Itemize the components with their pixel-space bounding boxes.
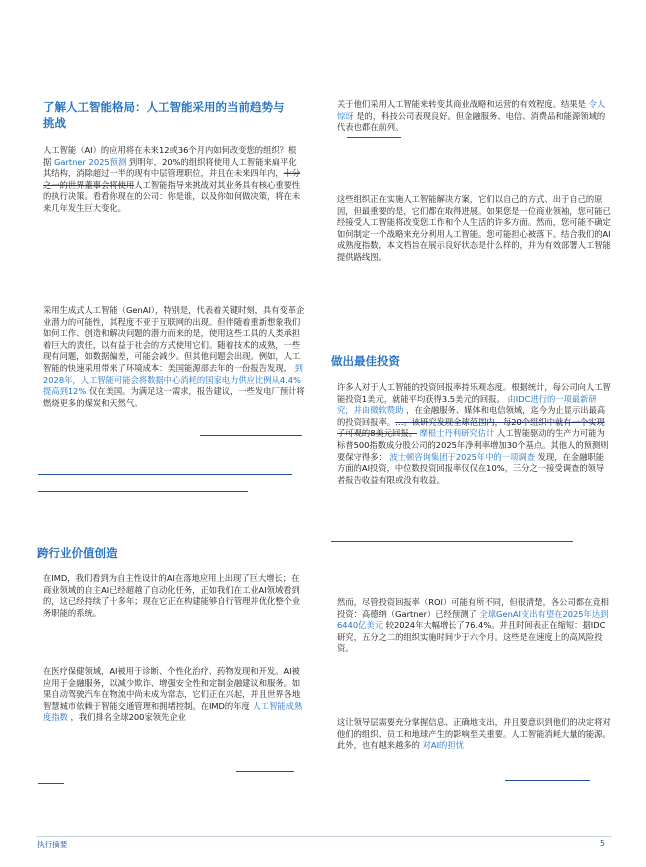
doe-energy-report-link[interactable]: 到2028年，人工智能可能会将数据中心消耗的国家电力供应比例从4.4%提高到12%: [43, 362, 303, 397]
divider-line: [236, 771, 294, 772]
divider-line: [505, 780, 590, 781]
divider-line: [38, 474, 292, 475]
divider-line: [331, 541, 573, 542]
paragraph-leadership-decisions: 这让领导层需要充分掌握信息、正确地支出，并且要意识到他们的决定将对他们的组织、员工和地球产生的影响至关重要。人工智能消耗大量的能源。此外，也有越来越多的 对AI的担忧: [337, 717, 611, 751]
divider-line: [347, 137, 401, 138]
ai-concerns-link[interactable]: 对AI的担忧: [422, 740, 464, 751]
gartner-genai-spend-link[interactable]: 全球GenAI支出有望在2025年达到6440亿美元: [337, 608, 609, 631]
heading-line-2: 挑战: [43, 116, 66, 130]
footer-section-label: 执行摘要: [37, 840, 68, 849]
heading-line-1: 了解人工智能格局：人工智能采用的当前趋势与: [43, 100, 285, 114]
section-heading-value-creation: 跨行业价值创造: [37, 546, 118, 560]
surprising-link[interactable]: 令人惊讶: [337, 99, 606, 121]
ai-maturity-index-link[interactable]: 人工智能成熟度指数: [43, 700, 303, 723]
divider-line: [200, 435, 302, 436]
paragraph-ai-org-change: 人工智能（AI）的应用将在未来12或36个月内如何改变您的组织？根据 Gartner 2025预测 到明年，20%的组织将使用人工智能来扁平化其结构，消除超过一半的现有中层管理职位，并且在未来四年内，十分之一的世界董事会将使用人工智能指导来挑战对其业务具有核心重要性的执行决策。看看你现在的公司：你是谁，以及你如何做决策，将在未来几年发生巨大变化。: [43, 145, 301, 213]
paragraph-ai-roi: 许多人对于人工智能的投资回报率持乐观态度。根据统计，每公司向人工智能投资1美元，就能平均获得3.5美元的回报。 由IDC进行的一项最新研究，并由微软赞助 ，在金融服务、媒体和电信领域，迄今为止显示出最高的投资回报率。…。该研究发现全球范围内，每20个组织中就有一个实现了可观的8美元回报。 摩根士丹利研究估计 人工智能驱动的生产力可能为标普500指数成分股公司的2025年净利率增加30个基点。其他人的预测则要保守得多： 波士顿咨询集团于2025年中的一项调查 发现，在金融职能方面的AI投资，中位数投资回报率仅仅在10%，三分之一接受调查的领导者报告收益有限或没有收益。: [337, 382, 611, 485]
bcg-survey-link[interactable]: 波士顿咨询集团于2025年中的一项调查: [389, 451, 536, 462]
section-heading-best-investment: 做出最佳投资: [331, 354, 400, 368]
morgan-stanley-link[interactable]: 摩根士丹利研究估计: [419, 428, 495, 439]
paragraph-imd-autonomous-ai: 在IMD，我们看到为自主性设计的AI在落地应用上出现了巨大增长；在商业领域的自主AI已经超越了自动化任务，正如我们在工业AI领域看到的，这已经持续了十多年；现在它正在构建能够自行管理并优化整个业务职能的系统。: [43, 573, 301, 618]
footer-page-number: 5: [600, 839, 605, 848]
footer-divider: [36, 836, 612, 837]
paragraph-organizations-progress: 这些组织正在实施人工智能解决方案，它们以自己的方式、出于自己的原因，但最重要的是，它们都在取得进展。如果您是一位商业领袖，您可能已经接受人工智能将改变您工作和个人生活的许多方面。然而，您可能不确定如何制定一个战略来充分利用人工智能。您可能担心被落下。结合我们的AI成熟度指数，本文档旨在展示良好状态是什么样的，并为有效部署人工智能提供路线图。: [337, 194, 611, 262]
paragraph-industry-applications: 在医疗保健领域，AI被用于诊断、个性化治疗、药物发现和开发。AI被应用于金融服务，以减少欺诈、增强安全性和定制金融建议和服务。如果自动驾驶汽车在物流中尚未成为常态，它们正在兴起，并且世界各地智慧城市依赖于智能交通管理和拥堵控制。在IMD的年度 人工智能成熟度指数 ，我们排名全球200家领先企业: [43, 666, 303, 723]
gartner-2025-link[interactable]: Gartner 2025预测: [53, 156, 127, 167]
paragraph-genai-spending: 然而，尽管投资回报率（ROI）可能有所不同，但很清楚，各公司都在竞相投资：高德纳（Gartner）已经预测了 全球GenAI支出有望在2025年达到6440亿美元 较2024年大幅增长了76.4%。并且时间表正在缩短：据IDC研究，五分之二的组织实施时间少于六个月。这些是在速度上的高风险投资。: [337, 597, 609, 654]
divider-line: [38, 783, 64, 784]
paragraph-ai-adoption-results: 关于他们采用人工智能来转变其商业战略和运营的有效程度。结果是 令人惊讶 是的，科技公司表现良好。但金融服务、电信、消费品和能源领域的代表也都在前列。: [337, 99, 606, 133]
section-heading-ai-landscape: [43, 99, 313, 131]
idc-microsoft-study-link[interactable]: 由IDC进行的一项最新研究，并由微软赞助: [337, 393, 597, 416]
paragraph-genai-responsibility: 采用生成式人工智能（GenAI），特别是，代表着关键时刻，具有变革企业潜力的可能性，其程度不亚于互联网的出现。但伴随着重新想象我们如何工作、创造和解决问题的潜力而来的是，使用这些工具的人类承担着巨大的责任，以有益于社会的方式使用它们。随着技术的成熟，一些现有问题，如数据偏差，可能会减少。但其他问题会出现。例如，人工智能的快速采用带来了环境成本：美国能源部去年的一份报告发现， 到2028年，人工智能可能会将数据中心消耗的国家电力供应比例从4.4%提高到12% 仅在美国。为满足这一需求，报告建议，一些发电厂预计将燃烧更多的煤炭和天然气。: [43, 305, 305, 408]
divider-line: [38, 491, 248, 492]
